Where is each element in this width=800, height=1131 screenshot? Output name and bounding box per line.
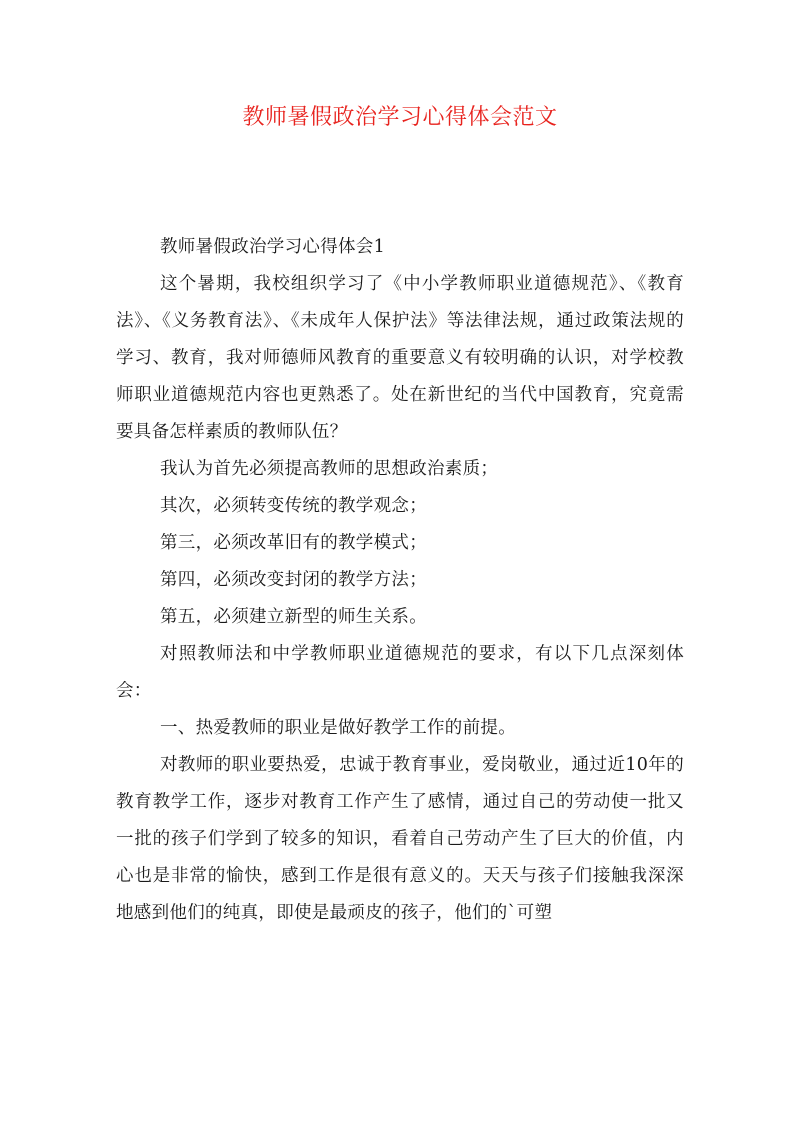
document-title: 教师暑假政治学习心得体会范文 [242, 105, 558, 130]
paragraph-reflection-intro: 对照教师法和中学教师职业道德规范的要求，有以下几点深刻体会： [116, 644, 684, 701]
paragraph-intro: 这个暑期，我校组织学习了《中小学教师职业道德规范》、《教育法》、《义务教育法》、《未成年人保护法》等法律法规，通过政策法规的学习、教育，我对师德师风教育的重要意义有较明确的认识，对学校教师职业道德规范内容也更熟悉了。处在新世纪的当代中国教育，究竟需要具备怎样素质的教师队伍？ [116, 274, 684, 442]
paragraph-point-third: 第三，必须改革旧有的教学模式； [160, 533, 427, 553]
section-heading: 教师暑假政治学习心得体会1 [160, 237, 386, 257]
paragraph-point-fourth: 第四，必须改变封闭的教学方法； [160, 570, 427, 590]
subheading-one: 一、热爱教师的职业是做好教学工作的前提。 [160, 718, 516, 738]
document-body [116, 229, 684, 932]
paragraph-body: 对教师的职业要热爱，忠诚于教育事业，爱岗敬业，通过近10年的教育教学工作，逐步对教育工作产生了感情，通过自己的劳动使一批又一批的孩子们学到了较多的知识，看着自己劳动产生了巨大的价值，内心也是非常的愉快，感到工作是很有意义的。天天与孩子们接触我深深地感到他们的纯真，即使是最顽皮的孩子，他们的`可塑 [116, 755, 684, 923]
paragraph-point-second: 其次，必须转变传统的教学观念； [160, 496, 427, 516]
paragraph-point-first: 我认为首先必须提高教师的思想政治素质； [160, 459, 499, 479]
paragraph-point-fifth: 第五，必须建立新型的师生关系。 [160, 607, 427, 627]
